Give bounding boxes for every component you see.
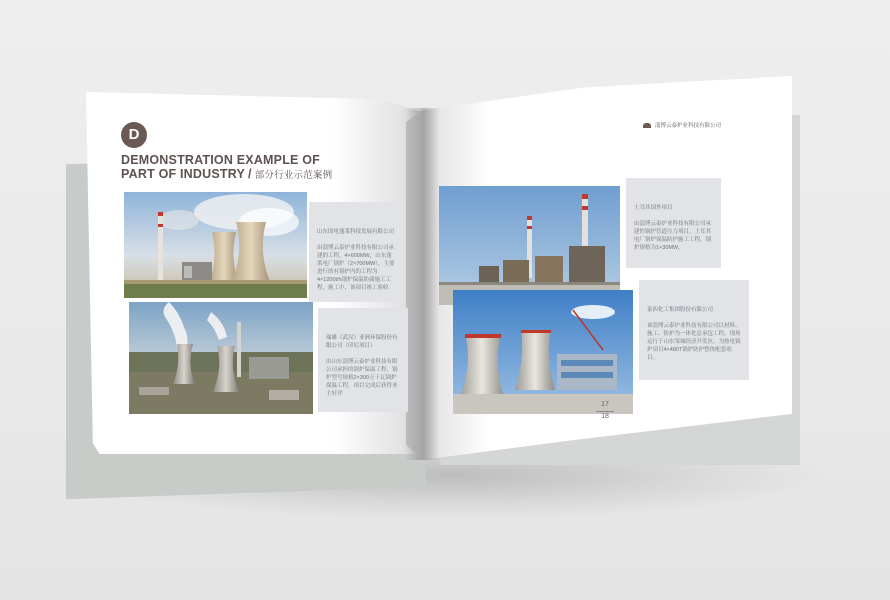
power-plant-photo-4 bbox=[453, 290, 633, 414]
section-badge: D bbox=[121, 122, 147, 148]
caption-2-title: 瑞雄（武汉）亚洲环保股份有限公司（印尼项目） bbox=[326, 335, 398, 349]
page-title-line2 bbox=[121, 167, 332, 181]
caption-4-body: 该淄博云泰炉业科技有限公司以材料、施工、防护为一体化总承包工程，现场运行于山东邹城经济开发区，为热电锅炉项目4×480T锅炉防护整体配套项目。 bbox=[647, 323, 741, 361]
page-title-line2-text: PART OF INDUSTRY bbox=[121, 167, 246, 181]
page-number-divider bbox=[596, 411, 614, 412]
brand-name: 淄博云泰炉业科技有限公司 bbox=[655, 123, 722, 129]
caption-3-title: 土耳其国外项目 bbox=[634, 205, 673, 211]
title-separator: / bbox=[248, 167, 252, 181]
page-title-line1: DEMONSTRATION EXAMPLE OF bbox=[121, 153, 321, 167]
page-number-17: 17 bbox=[601, 401, 609, 408]
brand-header bbox=[643, 121, 721, 129]
caption-1-title: 山东国电蓬莱科技发展有限公司 bbox=[317, 229, 395, 235]
caption-3-body: 由淄博云泰炉业科技有限公司承建的锅炉管道压力项目，土耳其电厂锅炉保温防护施工工程，锅炉规格为1×30MW。 bbox=[634, 221, 712, 251]
caption-box-2 bbox=[318, 308, 408, 412]
caption-box-4 bbox=[639, 280, 749, 380]
book-gutter bbox=[405, 108, 439, 460]
power-plant-photo-2 bbox=[129, 302, 313, 414]
power-plant-photo-1 bbox=[124, 192, 307, 298]
company-logo-icon bbox=[643, 123, 651, 128]
caption-box-3 bbox=[626, 178, 721, 268]
page-number-18: 18 bbox=[601, 413, 609, 420]
caption-1-body: 由淄博云泰炉业科技有限公司承建的工程，4×600MW，山东蓬莱电厂锅炉（2×700MW），主要进行的有锅炉内的工程为4×1200t/h锅炉保温防腐施工工程，施工中，该项目竣工验收 bbox=[317, 245, 395, 291]
page-title-chinese: 部分行业示范案例 bbox=[254, 170, 333, 181]
caption-4-title: 泰西化工集团股份有限公司 bbox=[647, 307, 714, 313]
caption-box-1 bbox=[309, 202, 404, 302]
power-plant-photo-3 bbox=[439, 186, 620, 305]
caption-2-body: 由山东淄博云泰炉业科技有限公司承担的锅炉保温工程，锅炉型号规格2×300万千瓦锅炉保温工程，项目完成后获得业主好评 bbox=[326, 359, 398, 397]
